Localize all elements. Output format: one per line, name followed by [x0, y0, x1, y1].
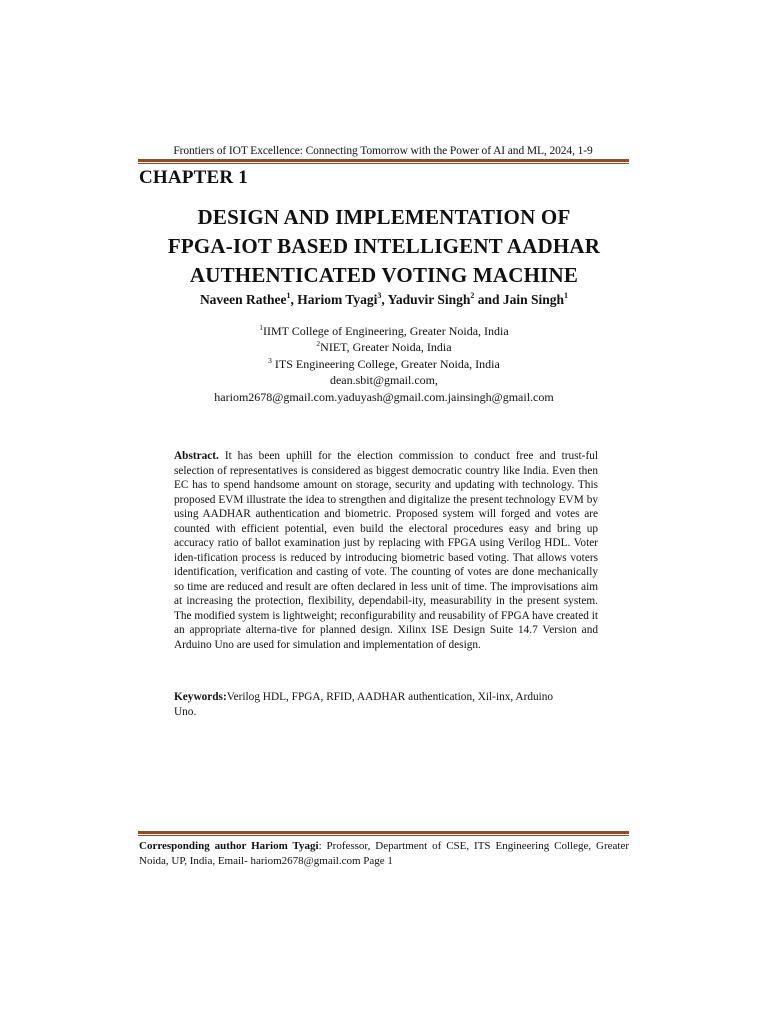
- email-line: hariom2678@gmail.com.yaduyash@gmail.com.jainsingh@gmail.com: [214, 389, 554, 404]
- author-name: Jain Singh: [502, 292, 565, 307]
- abstract-text: It has been uphill for the election commission to conduct free and trust-ful selection of representatives is considered as biggest democratic country like India. Even then EC has to spend handsome amount on storage, security and updating with technology. This proposed EVM illustrate the idea to strengthen and digitalize the present technology EVM by using AADHAR authentication and biometric. Proposed system will forged and votes are counted with efficient potential, even build the electoral procedures easy and bring up accuracy ratio of ballot examination just by replacing with FPGA using Verilog HDL. Voter iden-tification process is reduced by introducing biometric based voting. That allows voters identification, verification and casting of vote. The counting of votes are done mechanically so time are reduced and result are often declared in less unit of time. The improvisations aim at increasing the protection, flexibility, dependabil-ity, measurability in the present system. The modified system is lightweight; reconfigurability and reusability of FPGA have created it an appropriate alterna-tive for planned design. Xilinx ISE Design Suite 14.7 Version and Arduino Uno are used for simulation and implementation of design.: [174, 450, 598, 651]
- affiliation-mark: 2: [316, 339, 321, 349]
- author-separator: ,: [290, 292, 298, 307]
- author-name: Naveen Rathee: [199, 292, 287, 307]
- header-rule: [138, 159, 629, 164]
- affiliation-line: [100, 339, 668, 355]
- author-affiliation-mark: 1: [286, 291, 291, 300]
- title-line: DESIGN AND IMPLEMENTATION OF: [197, 205, 571, 229]
- author-affiliation-mark: 1: [564, 291, 569, 300]
- affiliation-mark: 1: [259, 323, 264, 332]
- chapter-label: CHAPTER 1: [139, 167, 248, 188]
- footnote-rule: [138, 831, 629, 836]
- affiliation-line: [100, 323, 668, 339]
- author-separator: and: [474, 292, 503, 307]
- abstract: [174, 449, 598, 652]
- abstract-label: Abstract.: [174, 450, 219, 462]
- keywords: [174, 690, 554, 719]
- paper-title: [120, 203, 648, 290]
- running-header: Frontiers of IOT Excellence: Connecting Tomorrow with the Power of AI and ML, 2024, 1-9: [173, 145, 593, 157]
- author-affiliation-mark: 2: [470, 291, 475, 300]
- keywords-text: Verilog HDL, FPGA, RFID, AADHAR authentication, Xil-inx, Arduino Uno.: [174, 691, 554, 718]
- affiliation-text: ITS Engineering College, Greater Noida, India: [271, 356, 500, 371]
- affiliation-line: [100, 356, 668, 372]
- email-line: dean.sbit@gmail.com,: [329, 373, 439, 388]
- affiliation-text: IIMT College of Engineering, Greater Noida, India: [263, 324, 509, 338]
- author-name: Hariom Tyagi: [297, 292, 378, 307]
- title-line: FPGA-IOT BASED INTELLIGENT AADHAR: [167, 234, 601, 258]
- footnote-label: Corresponding author Hariom Tyagi: [139, 840, 319, 852]
- footnote-text: : Professor, Department of CSE, ITS Engineering College, Greater Noida, UP, India, Email- hariom2678@gmail.com Page 1: [139, 840, 629, 867]
- author-name: Yaduvir Singh: [387, 292, 471, 307]
- author-list: [120, 292, 648, 308]
- affiliation-mark: 3: [268, 355, 272, 365]
- title-line: AUTHENTICATED VOTING MACHINE: [189, 263, 579, 287]
- author-affiliation-mark: 3: [377, 291, 382, 300]
- affiliation-block: [100, 323, 668, 405]
- keywords-label: Keywords:: [174, 691, 227, 703]
- affiliation-text: NIET, Greater Noida, India: [320, 340, 452, 355]
- author-separator: ,: [381, 292, 388, 307]
- corresponding-author-footnote: [139, 839, 629, 868]
